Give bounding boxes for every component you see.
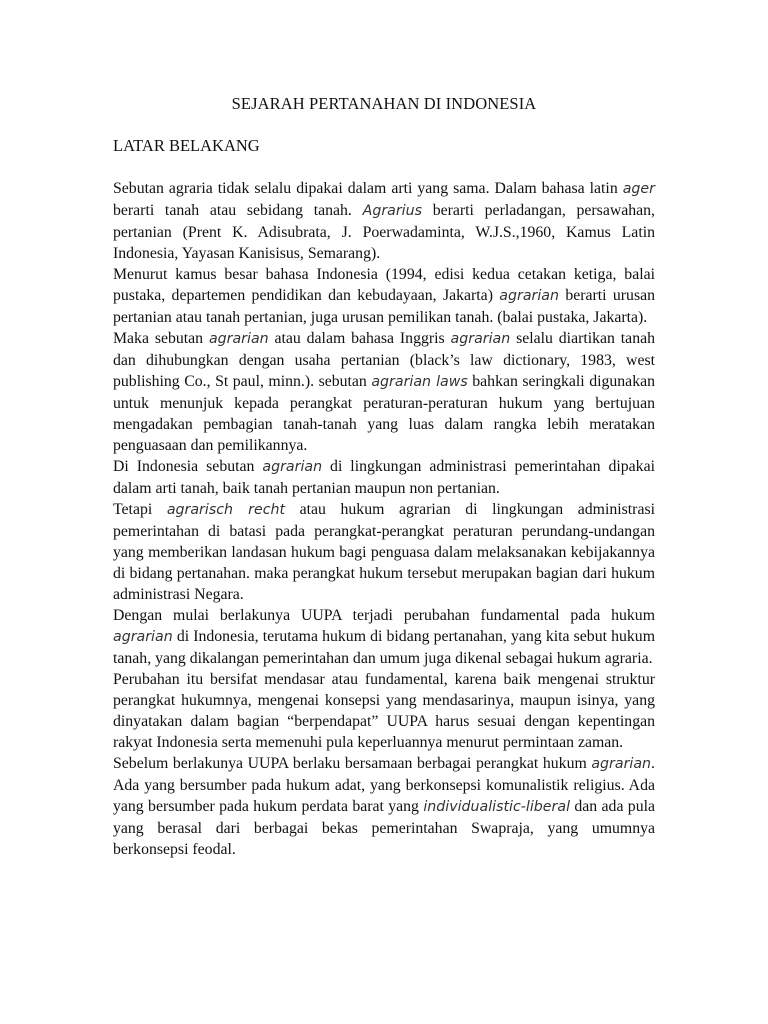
text-run: berarti perladangan, persawahan, pertanian (Prent K. Adisubrata, J. Poerwadaminta, W.J.S.,1960, Kamus Latin Indonesia, Yayasan Kanisisus, Semarang). xyxy=(113,202,656,262)
text-run: di Indonesia, terutama hukum di bidang pertanahan, yang kita sebut hukum tanah, yang dikalangan pemerintahan dan umum juga dikenal sebagai hukum agraria. xyxy=(113,628,655,667)
text-run: di lingkungan administrasi pemerintahan dipakai dalam arti tanah, baik tanah pertanian maupun non pertanian. xyxy=(113,458,655,497)
paragraph-2 xyxy=(113,264,655,328)
body-text xyxy=(113,178,655,860)
italic-term: agrarian xyxy=(499,288,559,304)
italic-term: agrarian xyxy=(591,756,652,772)
paragraph-8 xyxy=(113,753,655,860)
paragraph-4 xyxy=(113,456,655,499)
text-run: atau dalam bahasa Inggris xyxy=(268,330,451,347)
italic-term: agrarian xyxy=(113,629,173,645)
text-run: Sebutan agraria tidak selalu dipakai dalam arti yang sama. Dalam bahasa latin xyxy=(113,180,623,197)
text-run: atau hukum agrarian di lingkungan administrasi pemerintahan di batasi pada perangkat-perangkat peraturan perundang-undangan yang memberikan landasan hukum bagi penguasa dalam melaksanakan kebijakannya di bidang pertanahan. maka perangkat hukum tersebut merupakan bagian dari hukum administrasi Negara. xyxy=(113,501,655,603)
italic-term: agrarisch recht xyxy=(166,502,286,518)
text-run: Dengan mulai berlakunya UUPA terjadi perubahan fundamental pada hukum xyxy=(113,607,655,624)
italic-term: agrarian xyxy=(450,331,511,347)
section-heading: LATAR BELAKANG xyxy=(113,136,260,155)
text-run: Di Indonesia sebutan xyxy=(113,458,263,475)
document-title: SEJARAH PERTANAHAN DI INDONESIA xyxy=(231,94,537,113)
italic-term: individualistic-liberal xyxy=(423,799,571,815)
text-run: Menurut kamus besar bahasa Indonesia (1994, edisi kedua cetakan ketiga, balai pustaka, departemen pendidikan dan kebudayaan, Jakarta) xyxy=(113,266,655,304)
text-run: berarti tanah atau sebidang tanah. xyxy=(113,202,363,219)
paragraph-5 xyxy=(113,499,655,605)
text-run: . Ada yang bersumber pada hukum adat, yang berkonsepsi komunalistik religius. Ada yang bersumber pada hukum perdata barat yang xyxy=(113,755,655,815)
text-run: Sebelum berlakunya UUPA berlaku bersamaan berbagai perangkat hukum xyxy=(113,755,592,772)
italic-term: agrarian xyxy=(262,459,323,475)
paragraph-3 xyxy=(113,328,655,456)
italic-term: Agrarius xyxy=(362,203,423,219)
paragraph-6 xyxy=(113,605,655,669)
text-run: berarti urusan pertanian atau tanah pertanian, juga urusan pemilikan tanah. (balai pustaka, Jakarta). xyxy=(113,287,655,326)
text-run: bahkan seringkali digunakan untuk menunjuk kepada perangkat peraturan-peraturan hukum yang bertujuan mengadakan pembagian tanah-tanah yang luas dalam rangka lebih meratakan penguasaan dan pemilikannya. xyxy=(113,373,656,454)
text-run: Perubahan itu bersifat mendasar atau fundamental, karena baik mengenai struktur perangkat hukumnya, mengenai konsepsi yang mendasarinya, maupun isinya, yang dinyatakan dalam bagian “berpendapat” UUPA harus sesuai dengan kepentingan rakyat Indonesia serta memenuhi pula keperluannya menurut permintaan zaman. xyxy=(113,671,655,751)
text-run: Maka sebutan xyxy=(113,330,209,347)
text-run: dan ada pula yang berasal dari berbagai bekas pemerintahan Swapraja, yang umumnya berkonsepsi feodal. xyxy=(113,798,655,858)
paragraph-7 xyxy=(113,669,655,753)
paragraph-1 xyxy=(113,178,655,264)
italic-term: agrarian laws xyxy=(371,374,468,390)
italic-term: ager xyxy=(622,181,655,197)
text-run: Tetapi xyxy=(113,501,167,518)
text-run: selalu diartikan tanah dan dihubungkan dengan usaha pertanian (black’s law dictionary, 1983, west publishing Co., St paul, minn.). sebutan xyxy=(113,330,655,390)
italic-term: agrarian xyxy=(208,331,269,347)
